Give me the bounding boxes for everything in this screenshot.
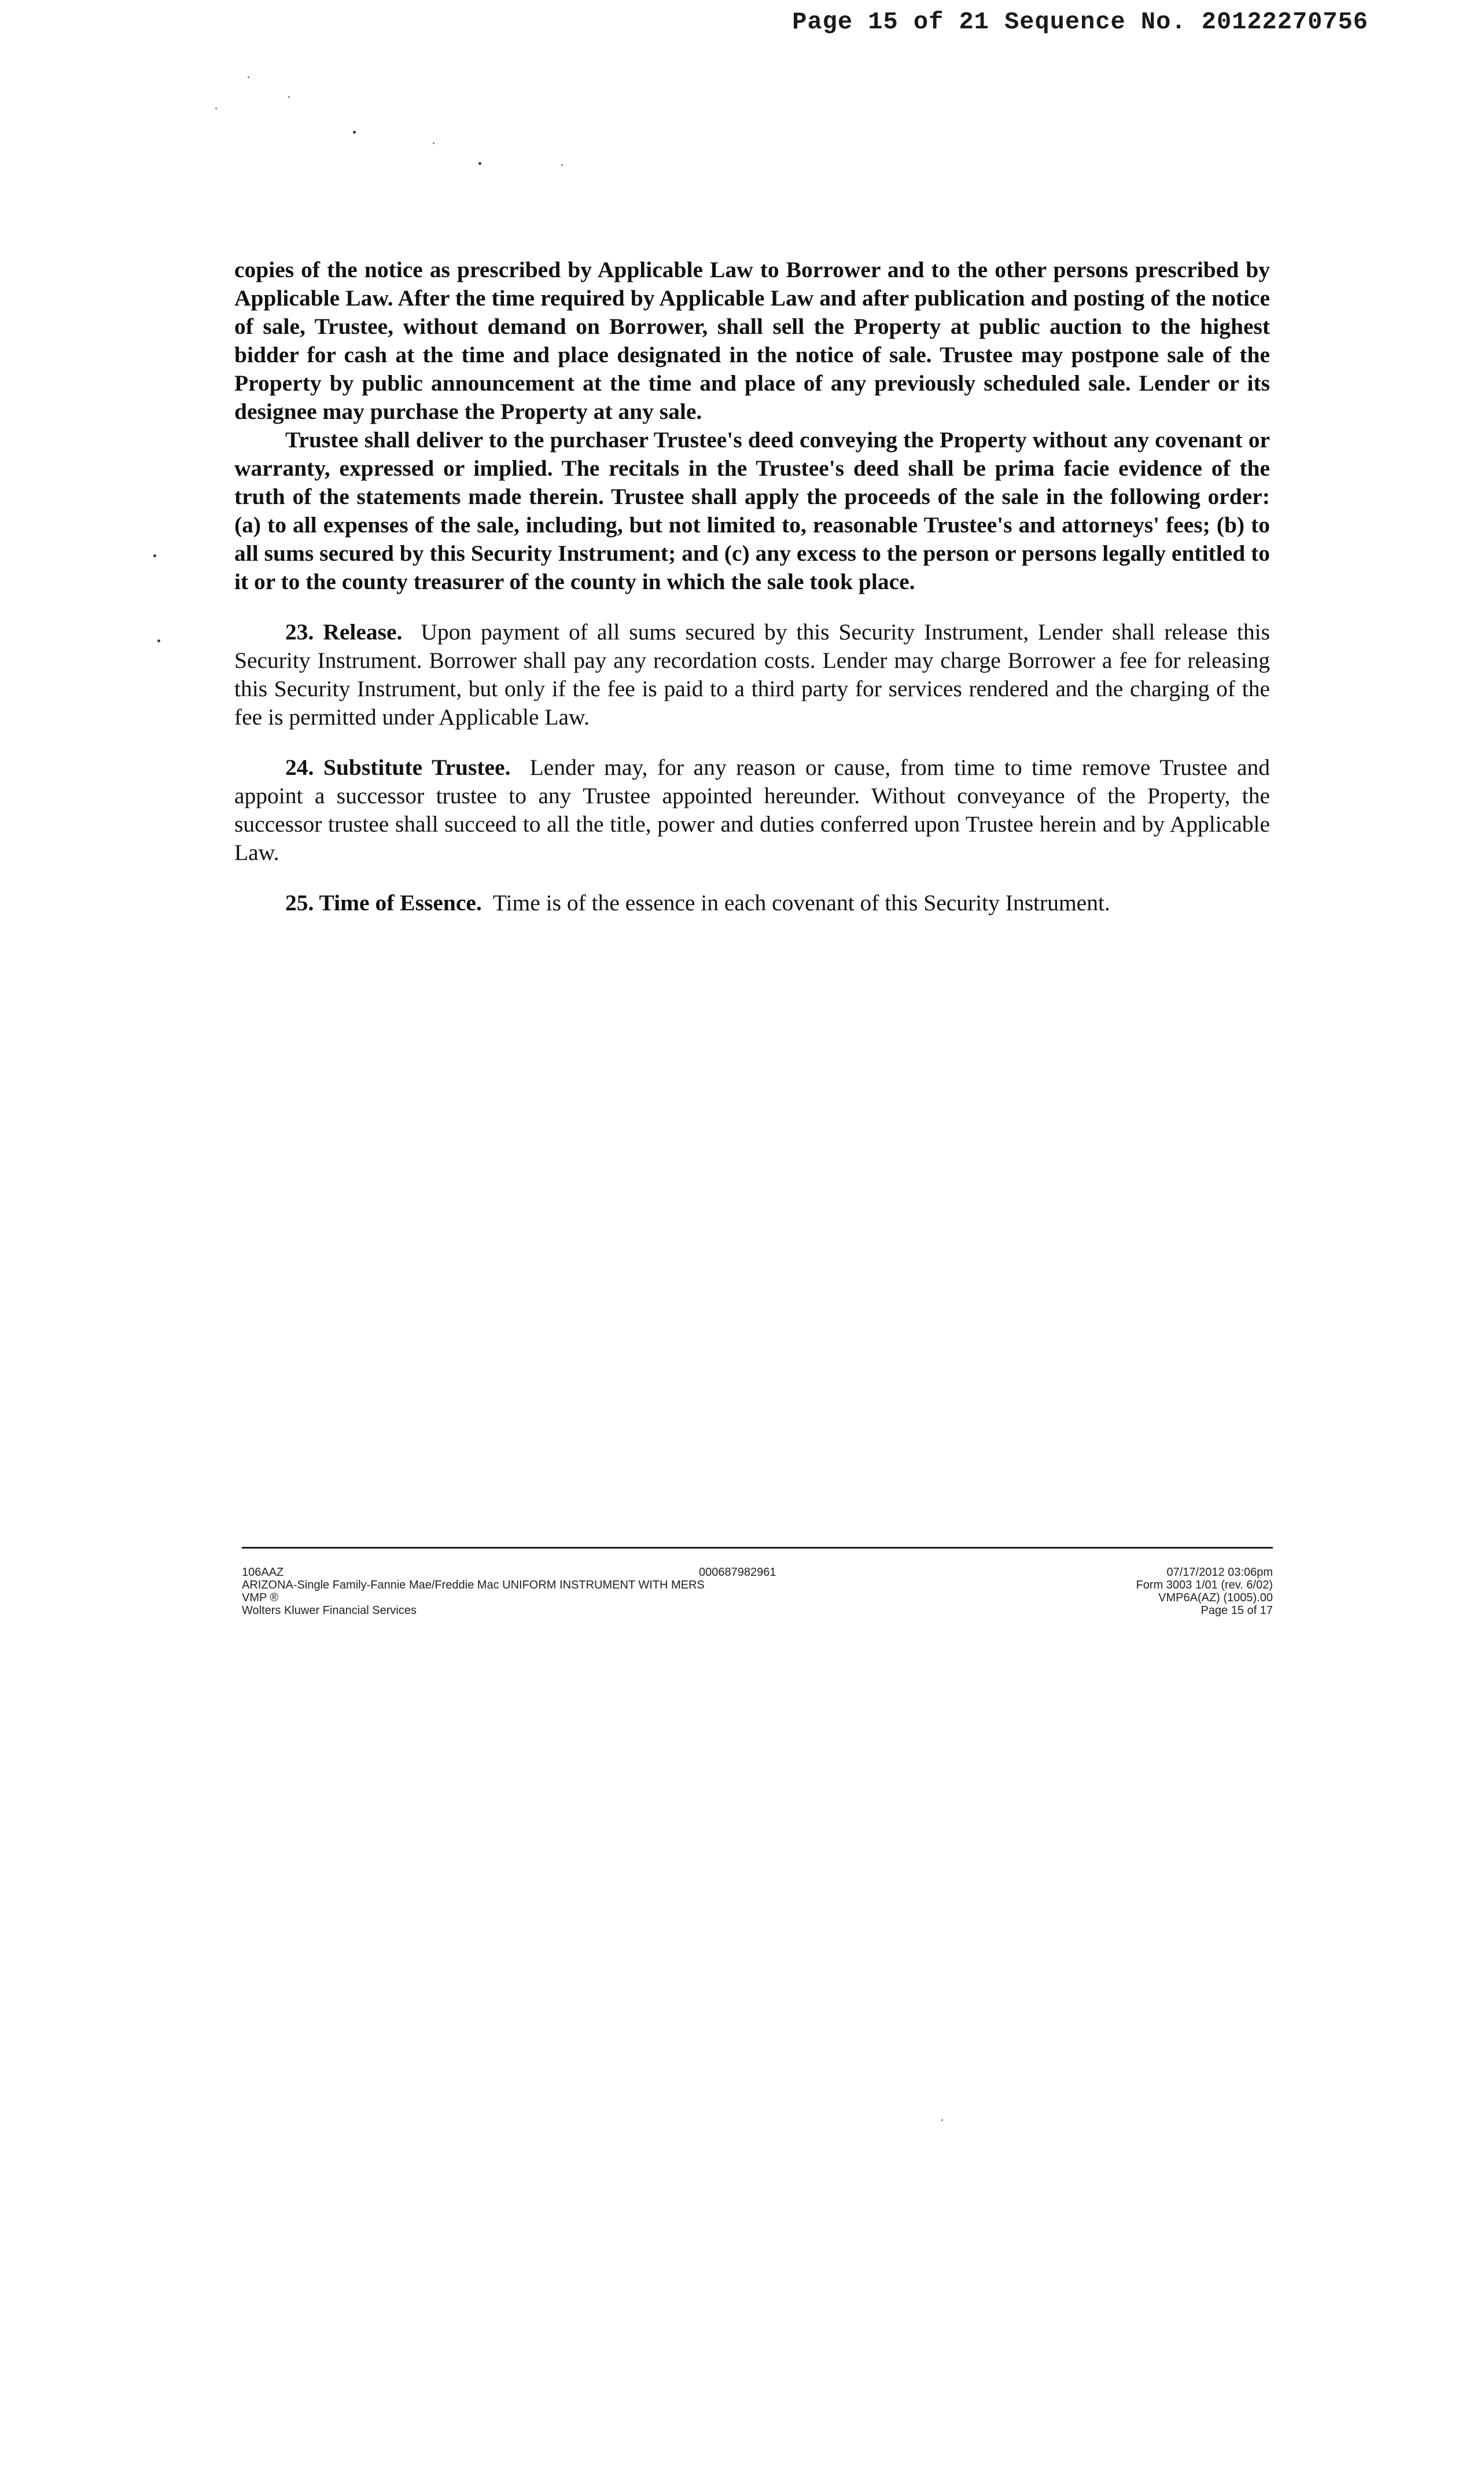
scan-speck xyxy=(288,96,290,98)
loan-number: 000687982961 xyxy=(699,1566,776,1579)
scan-speck xyxy=(941,2119,943,2121)
scan-speck xyxy=(433,142,434,144)
scan-speck xyxy=(353,131,356,134)
vmp-mark: VMP ® xyxy=(242,1591,279,1604)
section-substitute-trustee xyxy=(234,753,1270,867)
section-text: Lender may, for any reason or cause, from time to time remove Trustee and appoint a successor trustee to any Trustee appointed hereunder. Without conveyance of the Property, the successor trustee shall succeed to all the title, power and duties conferred upon Trustee herein and by Applicable Law. xyxy=(234,755,1270,865)
sequence-stamp: Page 15 of 21 Sequence No. 20122270756 xyxy=(792,8,1368,36)
form-code: 106AAZ xyxy=(242,1566,284,1579)
form-number: Form 3003 1/01 (rev. 6/02) xyxy=(1136,1579,1273,1591)
section-text: Upon payment of all sums secured by this Security Instrument, Lender shall release this Security Instrument. Borrower shall pay any recordation costs. Lender may charge Borrower a fee for releasing this Security Instrument, but only if the fee is paid to a third party for services rendered and the charging of the fee is permitted under Applicable Law. xyxy=(234,619,1271,730)
paragraph-notice-of-sale: copies of the notice as prescribed by Applicable Law to Borrower and to the other persons prescribed by Applicable Law. After the time required by Applicable Law and after publication and posting of the notice of sale, Trustee, without demand on Borrower, shall sell the Property at public auction to the highest bidder for cash at the time and place designated in the notice of sale. Trustee may postpone sale of the Property by public announcement at the time and place of any previously scheduled sale. Lender or its designee may purchase the Property at any sale. xyxy=(234,257,1270,424)
scan-speck xyxy=(215,108,217,109)
scan-speck xyxy=(561,164,563,166)
section-heading: 24. Substitute Trustee. xyxy=(285,755,511,780)
section-heading: 23. Release. xyxy=(285,619,403,645)
scan-speck xyxy=(248,76,249,78)
scan-speck xyxy=(478,162,481,165)
footer-right xyxy=(984,1566,1273,1617)
form-title: ARIZONA-Single Family-Fannie Mae/Freddie Mac UNIFORM INSTRUMENT WITH MERS xyxy=(242,1579,705,1591)
section-heading: 25. Time of Essence. xyxy=(285,890,482,916)
vmp-code: VMP6A(AZ) (1005).00 xyxy=(1158,1591,1273,1604)
paragraph-trustee-deed: Trustee shall deliver to the purchaser Trustee's deed conveying the Property without any covenant or warranty, expressed or implied. The recitals in the Trustee's deed shall be prima facie evidence of the truth of the statements made therein. Trustee shall apply the proceeds of the sale in the following order: (a) to all expenses of the sale, including, but not limited to, reasonable Trustee's and attorneys' fees; (b) to all sums secured by this Security Instrument; and (c) any excess to the person or persons legally entitled to it or to the county treasurer of the county in which the sale took place. xyxy=(234,427,1270,594)
form-footer xyxy=(242,1547,1273,1617)
scan-speck xyxy=(157,639,160,642)
publisher: Wolters Kluwer Financial Services xyxy=(242,1604,417,1617)
footer-left xyxy=(242,1566,994,1617)
section-release xyxy=(234,618,1270,731)
page-number: Page 15 of 17 xyxy=(1201,1604,1273,1617)
timestamp: 07/17/2012 03:06pm xyxy=(1166,1566,1273,1579)
scan-speck xyxy=(153,554,156,557)
document-body xyxy=(234,256,1270,917)
section-time-of-essence xyxy=(234,889,1270,917)
section-text: Time is of the essence in each covenant of this Security Instrument. xyxy=(492,890,1110,916)
